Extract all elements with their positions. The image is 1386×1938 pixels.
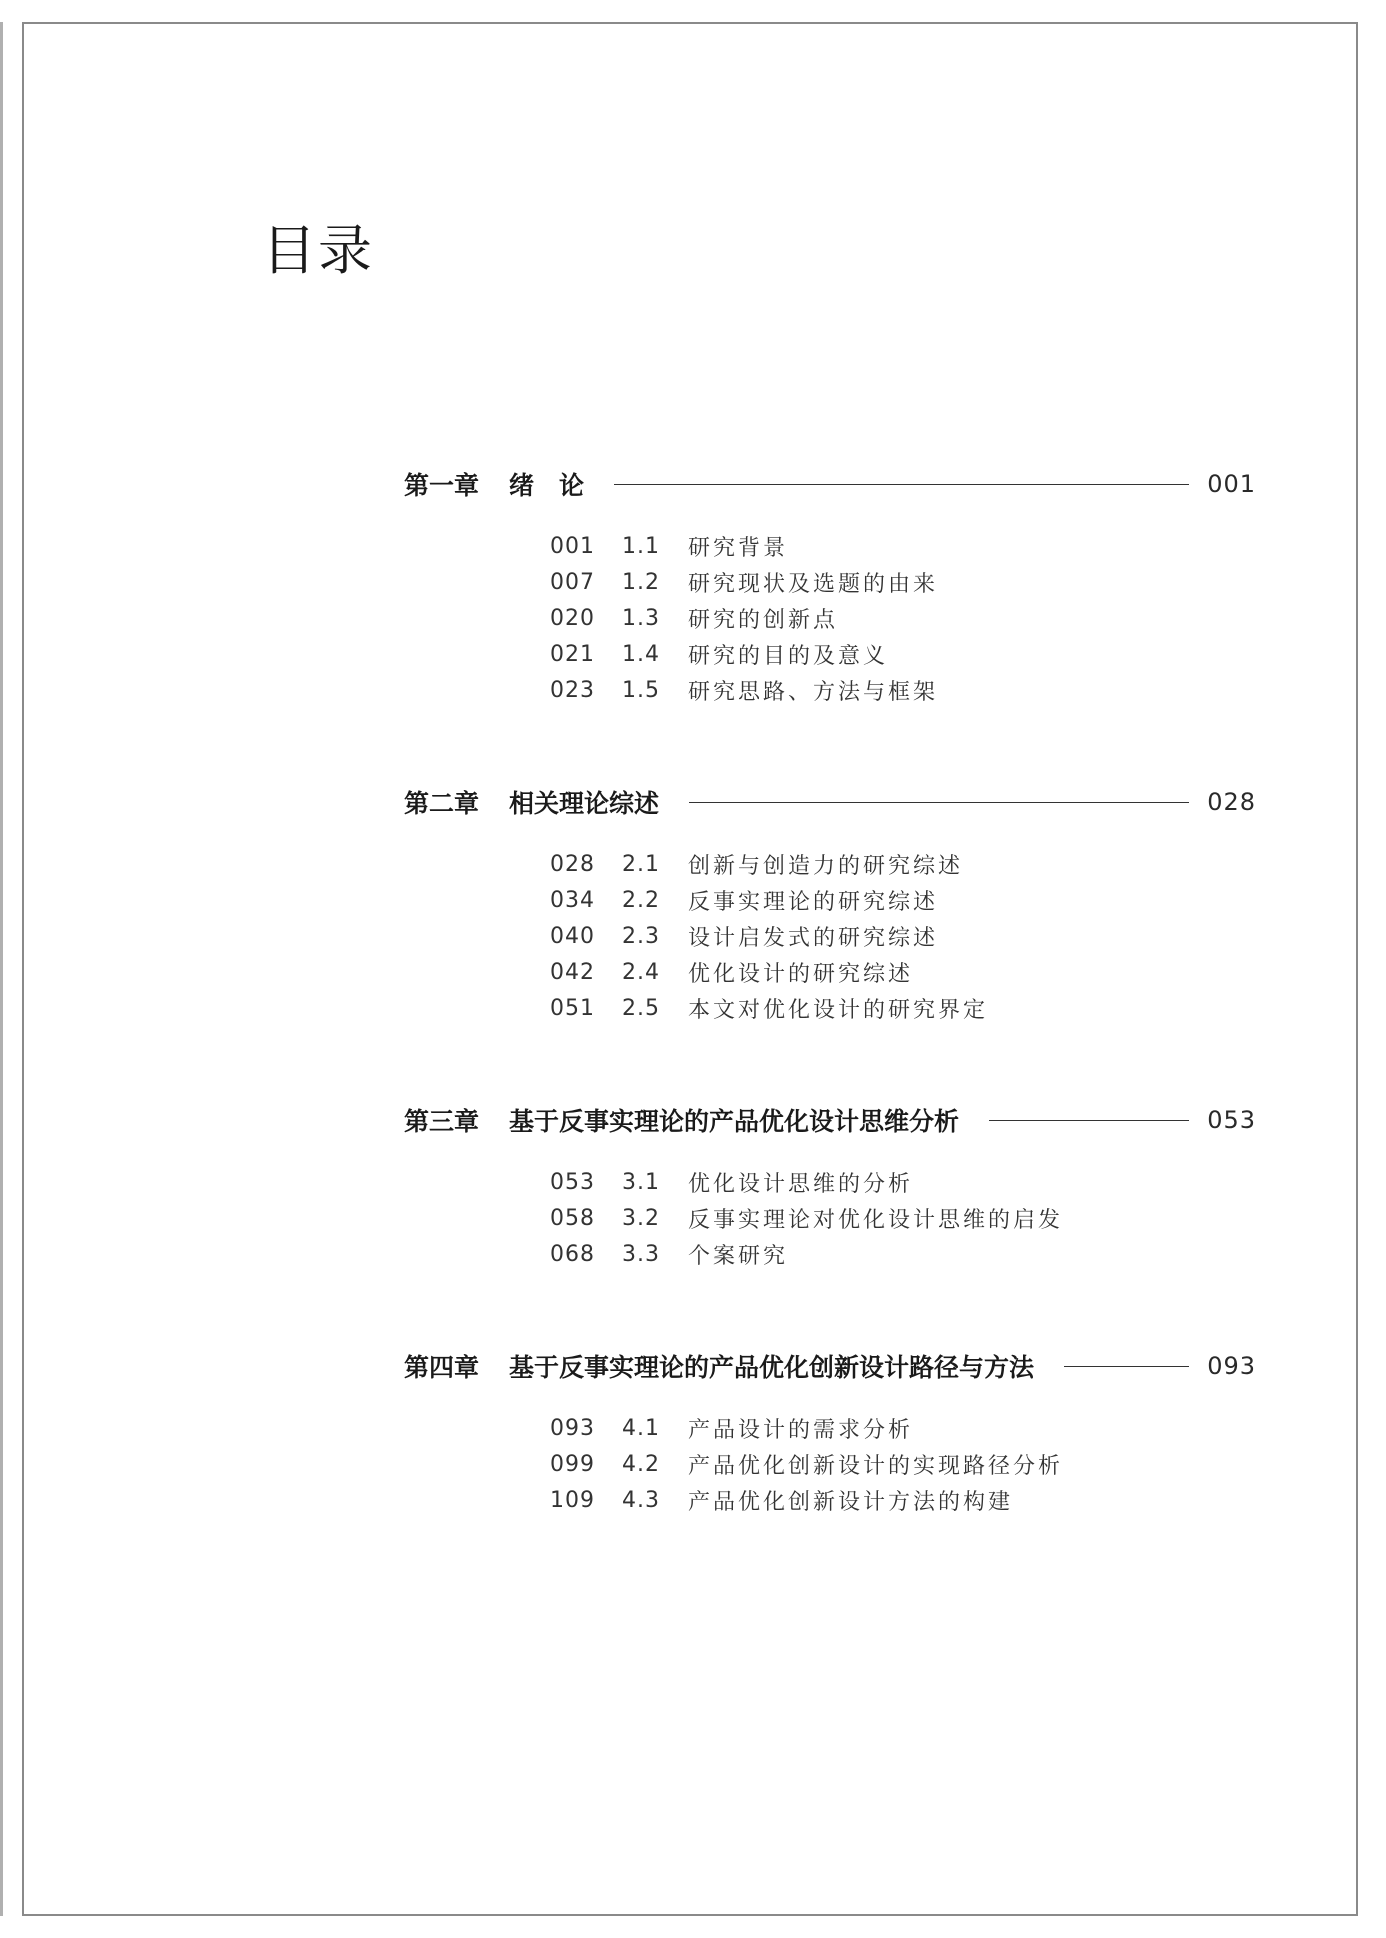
section-number: 2.1 <box>622 851 660 877</box>
section-entry[interactable] <box>550 636 1256 672</box>
section-number: 2.3 <box>622 923 660 949</box>
section-number: 2.2 <box>622 887 660 913</box>
chapter-heading[interactable] <box>404 462 1256 506</box>
section-title: 产品优化创新设计的实现路径分析 <box>688 1453 1064 1479</box>
section-page-number: 068 <box>550 1241 595 1267</box>
chapter-heading[interactable] <box>404 1098 1256 1142</box>
chapter-3 <box>404 1098 1256 1272</box>
section-page-number: 099 <box>550 1451 595 1477</box>
section-entry[interactable] <box>550 1482 1256 1518</box>
section-page-number: 051 <box>550 995 595 1021</box>
section-number: 3.3 <box>622 1241 660 1267</box>
section-title: 研究思路、方法与框架 <box>688 679 939 705</box>
chapter-page-number: 093 <box>1207 1352 1256 1380</box>
section-number: 4.3 <box>622 1487 660 1513</box>
section-number: 1.2 <box>622 569 660 595</box>
chapter-heading[interactable] <box>404 1344 1256 1388</box>
section-number: 1.4 <box>622 641 660 667</box>
section-number: 4.1 <box>622 1415 660 1441</box>
section-entry[interactable] <box>550 528 1256 564</box>
chapter-number: 第二章 <box>404 789 480 818</box>
chapter-heading[interactable] <box>404 780 1256 824</box>
section-title: 设计启发式的研究综述 <box>688 925 939 951</box>
section-list <box>550 1164 1256 1272</box>
leader-line <box>614 484 1189 485</box>
section-title: 产品设计的需求分析 <box>688 1417 914 1443</box>
leader-line <box>1064 1366 1189 1367</box>
section-entry[interactable] <box>550 672 1256 708</box>
section-entry[interactable] <box>550 564 1256 600</box>
chapter-number: 第四章 <box>404 1353 480 1382</box>
chapter-number: 第三章 <box>404 1107 480 1136</box>
section-number: 4.2 <box>622 1451 660 1477</box>
section-list <box>550 846 1256 1026</box>
leader-line <box>689 802 1189 803</box>
section-list <box>550 1410 1256 1518</box>
section-page-number: 001 <box>550 533 595 559</box>
section-number: 3.2 <box>622 1205 660 1231</box>
chapter-title: 基于反事实理论的产品优化创新设计路径与方法 <box>509 1353 1035 1382</box>
section-page-number: 109 <box>550 1487 595 1513</box>
section-entry[interactable] <box>550 600 1256 636</box>
section-entry[interactable] <box>550 1236 1256 1272</box>
section-page-number: 042 <box>550 959 595 985</box>
section-number: 1.5 <box>622 677 660 703</box>
section-title: 本文对优化设计的研究界定 <box>688 997 989 1023</box>
section-page-number: 034 <box>550 887 595 913</box>
chapter-title: 相关理论综述 <box>509 789 660 818</box>
section-page-number: 023 <box>550 677 595 703</box>
section-entry[interactable] <box>550 846 1256 882</box>
chapter-2 <box>404 780 1256 1026</box>
section-entry[interactable] <box>550 882 1256 918</box>
section-entry[interactable] <box>550 1410 1256 1446</box>
page-edge-mark <box>0 22 3 1916</box>
section-title: 反事实理论对优化设计思维的启发 <box>688 1207 1064 1233</box>
section-page-number: 093 <box>550 1415 595 1441</box>
chapter-1 <box>404 462 1256 708</box>
section-page-number: 028 <box>550 851 595 877</box>
section-page-number: 021 <box>550 641 595 667</box>
section-entry[interactable] <box>550 1164 1256 1200</box>
page-title: 目录 <box>262 219 374 282</box>
section-title: 研究的创新点 <box>688 607 839 633</box>
section-title: 研究的目的及意义 <box>688 643 889 669</box>
chapter-4 <box>404 1344 1256 1518</box>
section-entry[interactable] <box>550 954 1256 990</box>
chapter-title: 绪 论 <box>509 471 585 500</box>
section-entry[interactable] <box>550 1446 1256 1482</box>
section-page-number: 058 <box>550 1205 595 1231</box>
section-title: 研究现状及选题的由来 <box>688 571 939 597</box>
section-page-number: 020 <box>550 605 595 631</box>
section-number: 3.1 <box>622 1169 660 1195</box>
section-number: 1.3 <box>622 605 660 631</box>
section-entry[interactable] <box>550 990 1256 1026</box>
section-entry[interactable] <box>550 918 1256 954</box>
leader-line <box>989 1120 1189 1121</box>
section-title: 优化设计的研究综述 <box>688 961 914 987</box>
chapter-page-number: 053 <box>1207 1106 1256 1134</box>
section-title: 个案研究 <box>688 1243 789 1269</box>
section-title: 创新与创造力的研究综述 <box>688 853 964 879</box>
section-number: 1.1 <box>622 533 660 559</box>
chapter-page-number: 001 <box>1207 470 1256 498</box>
table-of-contents <box>404 462 1256 1590</box>
section-number: 2.5 <box>622 995 660 1021</box>
section-list <box>550 528 1256 708</box>
section-number: 2.4 <box>622 959 660 985</box>
section-title: 优化设计思维的分析 <box>688 1171 914 1197</box>
section-title: 产品优化创新设计方法的构建 <box>688 1489 1014 1515</box>
section-page-number: 040 <box>550 923 595 949</box>
section-page-number: 053 <box>550 1169 595 1195</box>
section-title: 研究背景 <box>688 535 789 561</box>
chapter-number: 第一章 <box>404 471 480 500</box>
section-entry[interactable] <box>550 1200 1256 1236</box>
section-title: 反事实理论的研究综述 <box>688 889 939 915</box>
section-page-number: 007 <box>550 569 595 595</box>
chapter-page-number: 028 <box>1207 788 1256 816</box>
chapter-title: 基于反事实理论的产品优化设计思维分析 <box>509 1107 960 1136</box>
